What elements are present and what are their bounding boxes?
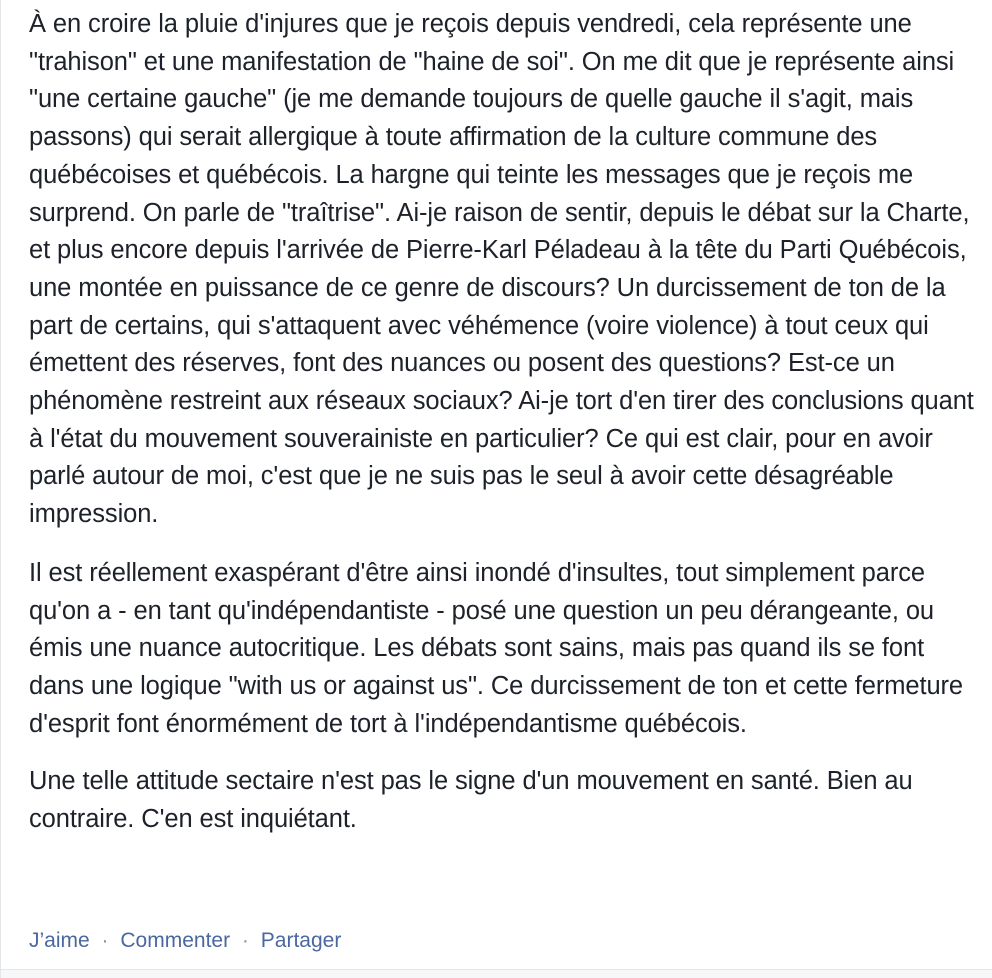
post-paragraph-3: Une telle attitude sectaire n'est pas le signe d'un mouvement en santé. Bien au contraire. C'en est inquiétant. — [29, 767, 913, 834]
post-paragraph-2: Il est réellement exaspérant d'être ainsi inondé d'insultes, tout simplement parce qu'on a - en tant qu'indépendantiste - posé une question un peu dérangeante, ou émis une nuance autocritique. Les débats sont sains, mais pas quand ils se font dans une logique "with us or against us". Ce durcissement de ton et cette fermeture d'esprit font énormément de tort à l'indépendantisme québécois. — [29, 558, 963, 738]
like-link[interactable]: J’aime — [29, 929, 90, 952]
comment-link[interactable]: Commenter — [120, 929, 231, 952]
post-paragraph-1: À en croire la pluie d'injures que je reçois depuis vendredi, cela représente une "trahison" et une manifestation de "haine de soi". On me dit que je représente ainsi "une certaine gauche" (je me demande toujours de quelle gauche il s'agit, mais passons) qui serait allergique à toute affirmation de la culture commune des québécoises et québécois. La hargne qui teinte les messages que je reçois me surprend. On parle de "traîtrise". Ai-je raison de sentir, depuis le débat sur la Charte, et plus encore depuis l'arrivée de Pierre-Karl Péladeau à la tête du Parti Québécois, une montée en puissance de ce genre de discours? Un durcissement de ton de la part de certains, qui s'attaquent avec véhémence (voire violence) à tout ceux qui émettent des réserves, font des nuances ou posent des questions? Est-ce un phénomène restreint aux réseaux sociaux? Ai-je tort d'en tirer des conclusions quant à l'état du mouvement souverainiste en particulier? Ce qui est clair, pour en avoir parlé autour de moi, c'est que je ne suis pas le seul à avoir cette désagréable impression. — [29, 10, 974, 529]
post-bottom-divider — [1, 969, 992, 978]
share-link[interactable]: Partager — [260, 929, 342, 952]
post-actions-bar — [29, 926, 341, 956]
post-body — [29, 6, 979, 859]
action-separator: · — [241, 929, 249, 952]
action-separator: · — [101, 929, 109, 952]
